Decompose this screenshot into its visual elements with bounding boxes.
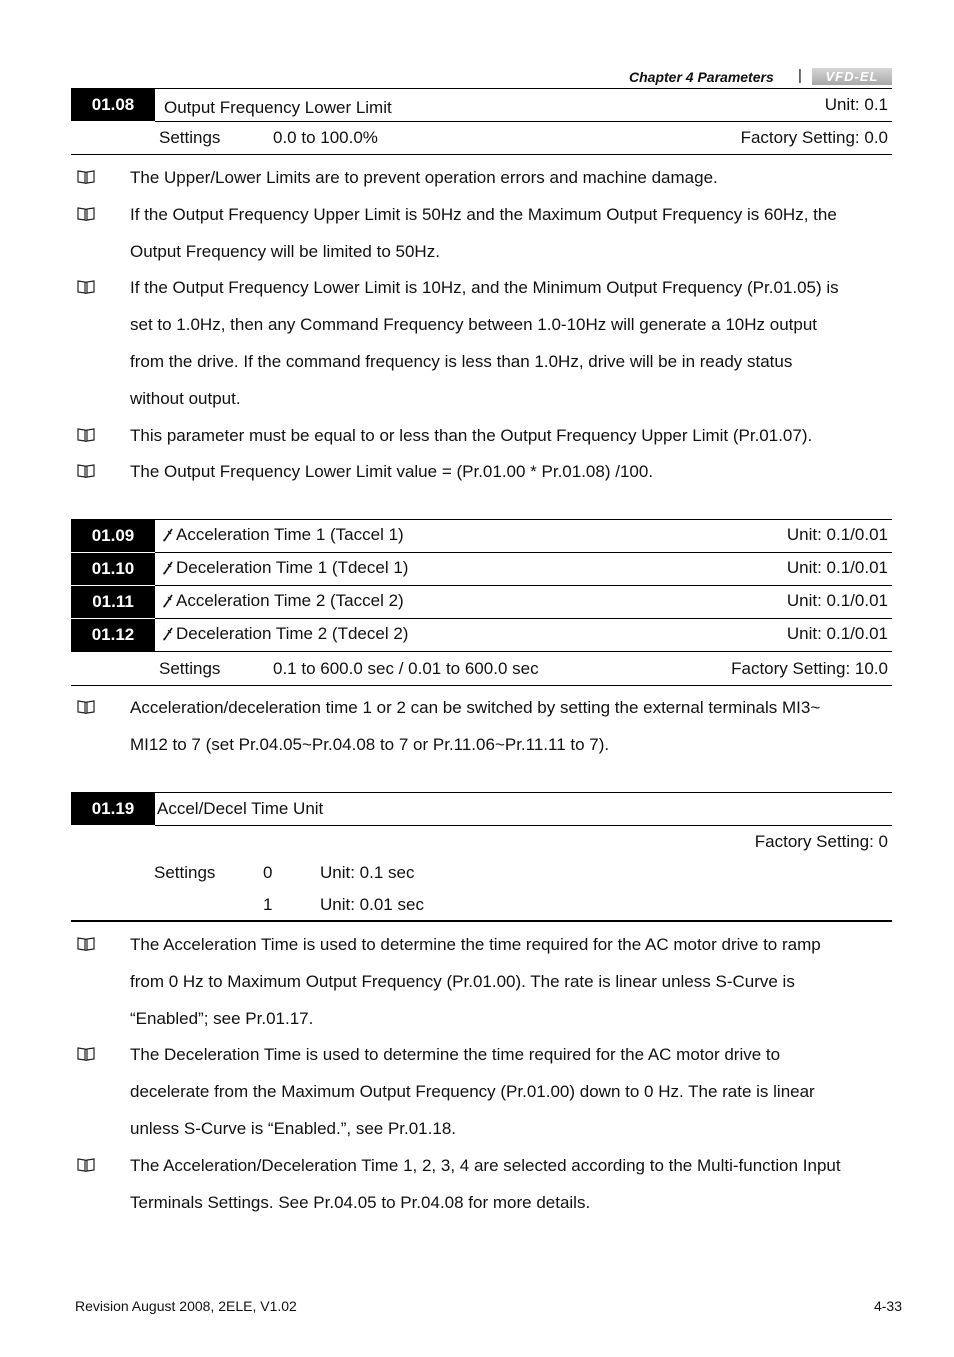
note-line: Terminals Settings. See Pr.04.05 to Pr.04.08 for more details. [130,1192,591,1212]
note-line: This parameter must be equal to or less than the Output Frequency Upper Limit (Pr.01.07). [130,425,813,445]
pen-icon [162,558,176,577]
option-label-0: Unit: 0.1 sec [320,863,415,882]
note-paragraph [130,197,906,271]
note-line: The Acceleration Time is used to determine the time required for the AC motor drive to ramp [130,935,821,954]
note-line: The Output Frequency Lower Limit value = (Pr.01.00 * Pr.01.08) /100. [130,462,654,482]
param-name-row [162,558,408,578]
rule-bottom-0119 [71,920,892,922]
param-code-0109: 01.09 [71,520,155,552]
factory-setting-0119: Factory Setting: 0 [754,832,888,851]
note-line: from the drive. If the command frequency is less than 1.0Hz, drive will be in ready status [130,351,793,371]
param-unit: Unit: 0.1/0.01 [786,525,888,544]
note-line: MI12 to 7 (set Pr.04.05~Pr.04.08 to 7 or Pr.11.06~Pr.11.11 to 7). [130,734,610,754]
note-book-icon [77,427,97,445]
settings-label-accel: Settings [159,659,221,678]
accel-row-rule [155,552,892,553]
rule-bottom-accel [71,685,892,686]
footer-page-number: 4-33 [873,1298,902,1314]
note-book-icon [77,463,97,481]
option-value-1: 1 [263,895,273,914]
settings-value-0108: 0.0 to 100.0% [273,128,378,147]
pen-icon [162,591,176,610]
param-code-0111: 01.11 [71,586,155,618]
note-book-icon [77,279,97,297]
note-paragraph [130,1037,906,1147]
note-line: set to 1.0Hz, then any Command Frequency between 1.0-10Hz will generate a 10Hz output [130,315,817,335]
chapter-title: Chapter 4 Parameters [629,69,774,85]
note-line: The Upper/Lower Limits are to prevent operation errors and machine damage. [130,168,718,187]
param-unit-0108: Unit: 0.1 [824,95,888,114]
rule-top-0108 [71,88,892,89]
param-code-0110: 01.10 [71,553,155,585]
note-line: Acceleration/deceleration time 1 or 2 can be switched by setting the external terminals MI3~ [130,698,821,717]
param-name-row [162,591,404,611]
param-name-text: Deceleration Time 1 (Tdecel 1) [176,558,409,577]
note-line: without output. [130,388,241,408]
note-paragraph [130,418,906,455]
note-line: from 0 Hz to Maximum Output Frequency (Pr.01.00). The rate is linear unless S-Curve is [130,971,795,991]
param-unit: Unit: 0.1/0.01 [786,591,888,610]
note-book-icon [77,169,97,187]
option-label-1: Unit: 0.01 sec [320,895,424,914]
note-book-icon [77,206,97,224]
param-name-row [162,525,404,545]
param-name-text: Deceleration Time 2 (Tdecel 2) [176,624,409,643]
option-value-0: 0 [263,863,273,882]
accel-row-rule [71,519,892,520]
vfd-el-logo: VFD-EL [812,68,892,85]
note-line: “Enabled”; see Pr.01.17. [130,1008,314,1028]
param-unit: Unit: 0.1/0.01 [786,558,888,577]
param-code-0119: 01.19 [71,793,155,825]
accel-table-bottom-rule [71,651,892,652]
settings-label-0119: Settings [154,863,216,882]
param-code-0112: 01.12 [71,619,155,651]
note-book-icon [77,936,97,954]
param-name-text: Acceleration Time 1 (Taccel 1) [176,525,404,544]
factory-setting-accel: Factory Setting: 10.0 [731,659,888,678]
note-paragraph [130,690,906,764]
note-line: unless S-Curve is “Enabled.”, see Pr.01.18. [130,1118,456,1138]
accel-row-rule [155,585,892,586]
note-paragraph [130,927,906,1037]
note-line: The Deceleration Time is used to determine the time required for the AC motor drive to [130,1045,781,1065]
rule-bottom-0108 [71,154,892,155]
rule-mid-0108 [155,121,892,122]
note-line: If the Output Frequency Lower Limit is 10Hz, and the Minimum Output Frequency (Pr.01.05) is [130,278,839,298]
note-book-icon [77,699,97,717]
rule-mid-0119 [155,825,892,826]
pen-icon [162,525,176,544]
param-unit: Unit: 0.1/0.01 [786,624,888,643]
note-line: The Acceleration/Deceleration Time 1, 2, 3, 4 are selected according to the Multi-function Input [130,1155,841,1175]
settings-value-accel: 0.1 to 600.0 sec / 0.01 to 600.0 sec [273,659,539,678]
rule-top-0119 [71,792,892,793]
header-separator: | [798,67,802,84]
note-paragraph [130,1148,906,1222]
note-paragraph [130,454,906,491]
note-paragraph [130,270,906,417]
pen-icon [162,624,176,643]
param-name-0119: Accel/Decel Time Unit [157,799,324,818]
note-book-icon [77,1157,97,1175]
param-name-text: Acceleration Time 2 (Taccel 2) [176,591,404,610]
param-name-row [162,624,408,644]
param-code-0108: 01.08 [71,89,155,121]
accel-row-rule [155,618,892,619]
settings-label-0108: Settings [159,128,221,147]
note-book-icon [77,1046,97,1064]
factory-setting-0108: Factory Setting: 0.0 [740,128,888,147]
param-name-0108: Output Frequency Lower Limit [164,98,392,117]
note-line: decelerate from the Maximum Output Frequency (Pr.01.00) down to 0 Hz. The rate is linear [130,1082,815,1102]
note-paragraph [130,160,906,197]
note-line: Output Frequency will be limited to 50Hz. [130,241,440,261]
footer-revision: Revision August 2008, 2ELE, V1.02 [75,1298,297,1314]
note-line: If the Output Frequency Upper Limit is 50Hz and the Maximum Output Frequency is 60Hz, the [130,204,837,224]
